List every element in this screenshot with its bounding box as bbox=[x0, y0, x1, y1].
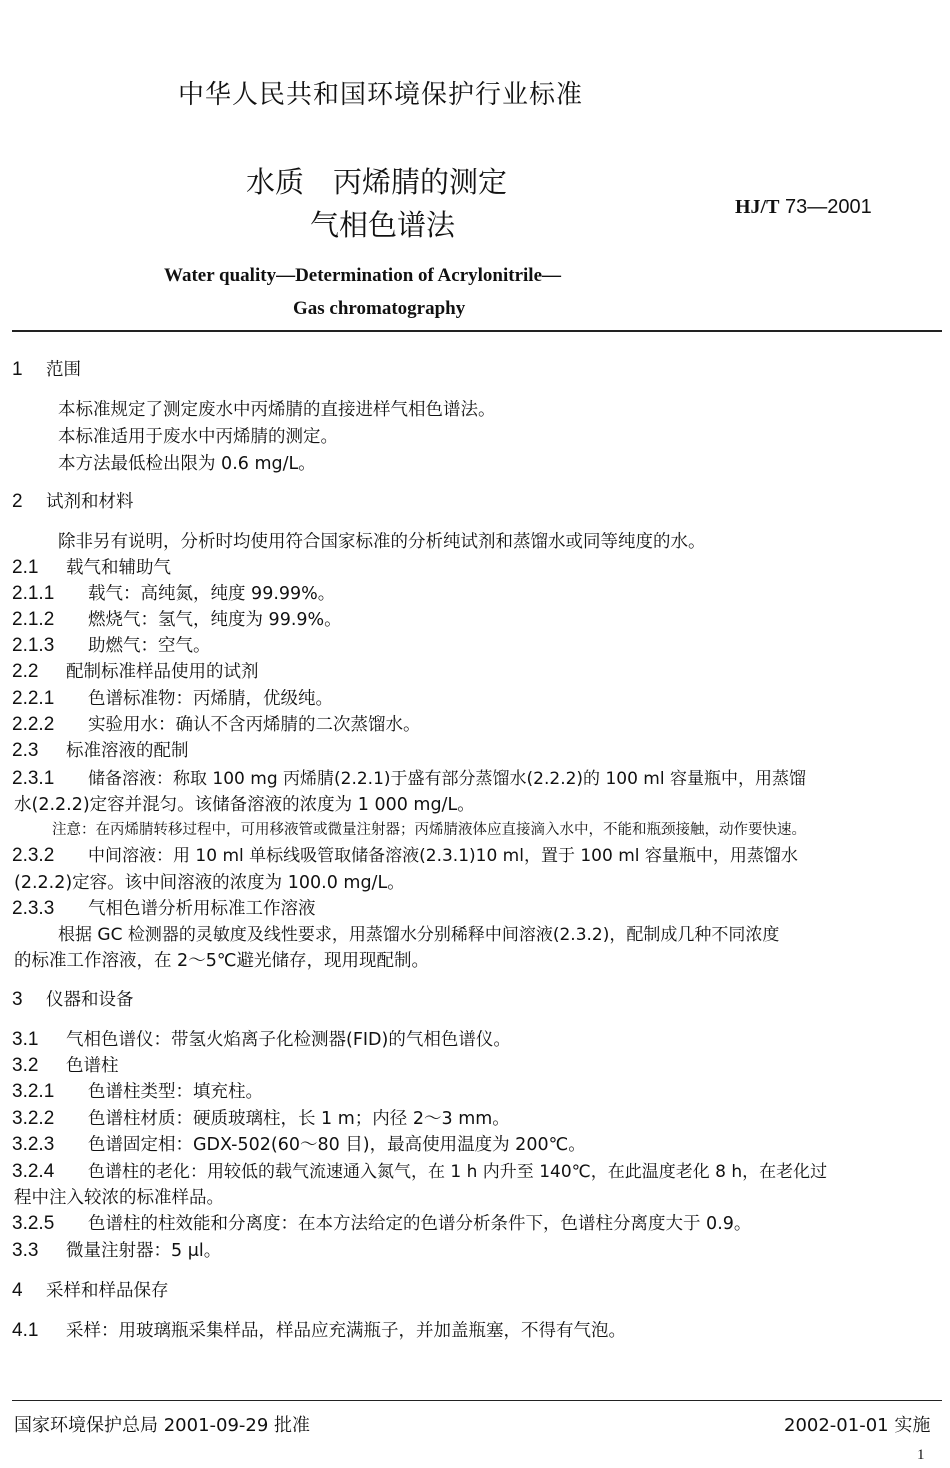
clause: 3.2.5 色谱柱的柱效能和分离度：在本方法给定的色谱分析条件下，色谱柱分离度大于 0.9。 bbox=[12, 1213, 752, 1234]
document-subtitle: 气相色谱法 bbox=[310, 208, 456, 242]
standard-code bbox=[735, 196, 872, 219]
clause: 2.1.3 助燃气：空气。 bbox=[12, 635, 211, 656]
paragraph: 本标准适用于废水中丙烯腈的测定。 bbox=[58, 427, 338, 447]
english-subtitle: Gas chromatography bbox=[293, 298, 466, 319]
paragraph: 的标准工作溶液，在 2～5℃避光储存，现用现配制。 bbox=[14, 951, 429, 971]
clause: 3.2.4 色谱柱的老化：用较低的载气流速通入氮气，在 1 h 内升至 140℃，在此温度老化 8 h，在老化过 bbox=[12, 1161, 828, 1182]
paragraph: (2.2.2)定容。该中间溶液的浓度为 100.0 mg/L。 bbox=[14, 873, 405, 893]
standard-category-heading: 中华人民共和国环境保护行业标准 bbox=[178, 80, 584, 110]
clause: 2.1.1 载气：高纯氮，纯度 99.99%。 bbox=[12, 583, 336, 604]
paragraph: 水(2.2.2)定容并混匀。该储备溶液的浓度为 1 000 mg/L。 bbox=[14, 795, 475, 815]
section-heading: 2 试剂和材料 bbox=[12, 491, 134, 512]
standard-code-prefix: HJ/T bbox=[735, 196, 780, 218]
clause: 2.3.1 储备溶液：称取 100 mg 丙烯腈(2.2.1)于盛有部分蒸馏水(2.2.2)的 100 ml 容量瓶中，用蒸馏 bbox=[12, 768, 806, 789]
clause: 2.2.1 色谱标准物：丙烯腈，优级纯。 bbox=[12, 688, 333, 709]
clause: 3.2 色谱柱 bbox=[12, 1055, 119, 1076]
clause: 2.2 配制标准样品使用的试剂 bbox=[12, 661, 259, 682]
english-title: Water quality—Determination of Acrylonitrile— bbox=[164, 265, 562, 286]
approval-statement: 国家环境保护总局 2001-09-29 批准 bbox=[14, 1415, 311, 1436]
implementation-date: 2002-01-01 实施 bbox=[784, 1415, 931, 1436]
document-title: 水质 丙烯腈的测定 bbox=[246, 165, 508, 199]
section-heading: 3 仪器和设备 bbox=[12, 989, 134, 1010]
note: 注意：在丙烯腈转移过程中，可用移液管或微量注射器；丙烯腈液体应直接滴入水中，不能和瓶颈接触，动作要快速。 bbox=[52, 822, 806, 838]
clause: 4.1 采样：用玻璃瓶采集样品，样品应充满瓶子，并加盖瓶塞，不得有气泡。 bbox=[12, 1320, 626, 1341]
clause: 2.3 标准溶液的配制 bbox=[12, 740, 189, 761]
clause: 2.1 载气和辅助气 bbox=[12, 557, 171, 578]
clause: 3.3 微量注射器：5 μl。 bbox=[12, 1240, 222, 1261]
standard-code-number: 73—2001 bbox=[785, 196, 872, 218]
footer-divider bbox=[12, 1400, 942, 1401]
clause: 3.2.3 色谱固定相：GDX-502(60～80 目)，最高使用温度为 200℃。 bbox=[12, 1134, 586, 1155]
paragraph: 本方法最低检出限为 0.6 mg/L。 bbox=[58, 454, 316, 474]
clause: 3.1 气相色谱仪：带氢火焰离子化检测器(FID)的气相色谱仪。 bbox=[12, 1029, 511, 1050]
clause: 2.1.2 燃烧气：氢气，纯度为 99.9%。 bbox=[12, 609, 342, 630]
clause: 2.3.3 气相色谱分析用标准工作溶液 bbox=[12, 898, 316, 919]
paragraph: 程中注入较浓的标准样品。 bbox=[14, 1188, 224, 1208]
paragraph: 根据 GC 检测器的灵敏度及线性要求，用蒸馏水分别稀释中间溶液(2.3.2)，配制成几种不同浓度 bbox=[58, 925, 780, 945]
section-heading: 4 采样和样品保存 bbox=[12, 1280, 169, 1301]
clause: 2.3.2 中间溶液：用 10 ml 单标线吸管取储备溶液(2.3.1)10 ml，置于 100 ml 容量瓶中，用蒸馏水 bbox=[12, 845, 798, 866]
clause: 3.2.2 色谱柱材质：硬质玻璃柱，长 1 m；内径 2～3 mm。 bbox=[12, 1108, 510, 1129]
clause: 2.2.2 实验用水：确认不含丙烯腈的二次蒸馏水。 bbox=[12, 714, 421, 735]
page-number: 1 bbox=[917, 1447, 925, 1463]
paragraph: 除非另有说明，分析时均使用符合国家标准的分析纯试剂和蒸馏水或同等纯度的水。 bbox=[58, 532, 706, 552]
clause: 3.2.1 色谱柱类型：填充柱。 bbox=[12, 1081, 263, 1102]
section-heading: 1 范围 bbox=[12, 359, 81, 380]
paragraph: 本标准规定了测定废水中丙烯腈的直接进样气相色谱法。 bbox=[58, 400, 496, 420]
header-divider bbox=[12, 330, 942, 332]
